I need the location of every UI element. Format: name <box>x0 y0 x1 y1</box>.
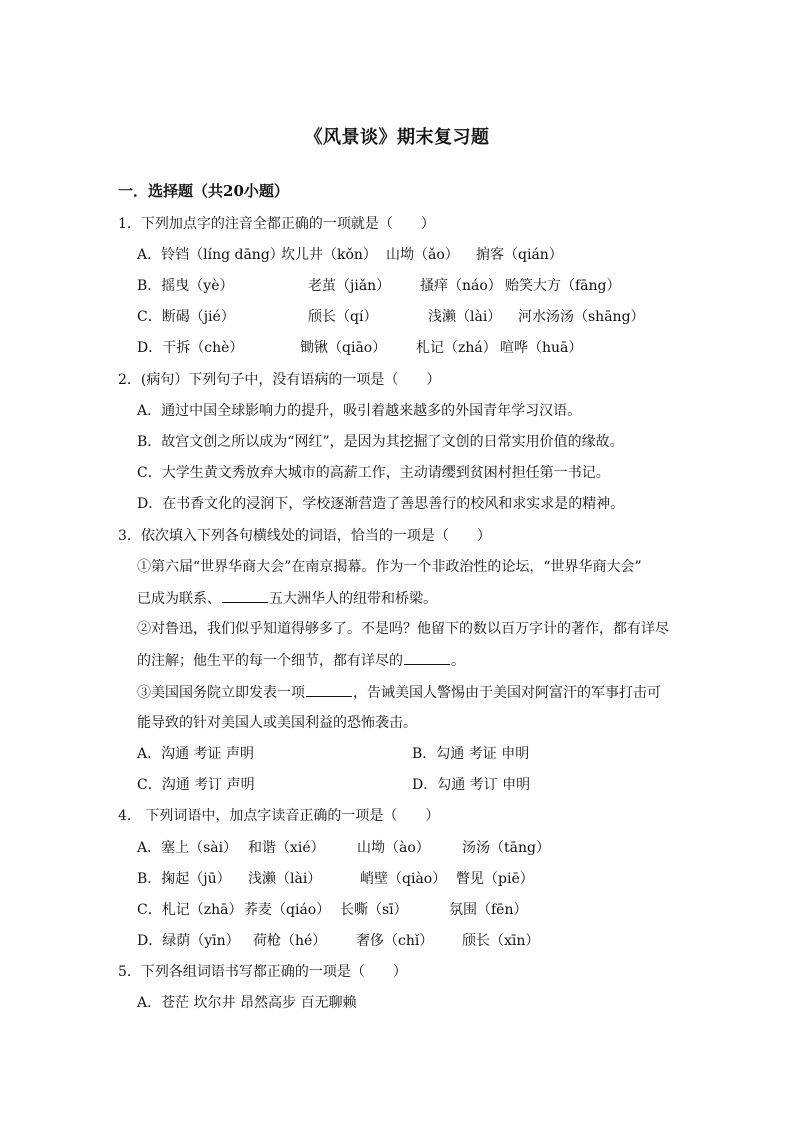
question-2-stem: 2．(病句）下列句子中，没有语病的一项是（ ） <box>118 372 441 388</box>
text-after-blank: ，告诫美国人警惕由于美国对阿富汗的军事打击可 <box>353 685 661 701</box>
question-5-stem: 5．下列各组词语书写都正确的一项是（ ） <box>118 964 407 980</box>
option-item: 荞麦（qiáo） <box>244 902 331 918</box>
question-3-option-c: C．沟通 考订 声明 <box>137 777 255 793</box>
option-item: 老茧（jiǎn） <box>308 278 391 294</box>
text-before-blank: 的注解；他生平的每一个细节，都有详尽的 <box>137 653 403 669</box>
text-before-blank: ③美国国务院立即发表一项 <box>137 685 305 701</box>
fill-blank <box>306 682 352 697</box>
option-item: 和谐（xié） <box>248 840 325 856</box>
option-item: 颀长（xīn） <box>462 933 540 949</box>
question-3-sentence-1-cont <box>137 588 437 609</box>
option-item: 氛围（fēn） <box>449 902 528 918</box>
text-after-blank: 。 <box>451 653 465 669</box>
question-1-option-d <box>0 338 794 358</box>
option-item: 浅濑（lài） <box>428 309 502 325</box>
question-3-sentence-2: ②对鲁迅，我们似乎知道得够多了。不是吗？他留下的数以百万字计的著作，都有详尽 <box>137 621 669 637</box>
option-item: 搔痒（náo） <box>420 278 502 294</box>
question-3-option-a: A．沟通 考证 声明 <box>137 746 255 762</box>
question-3-sentence-3-cont: 能导致的针对美国人或美国利益的恐怖袭击。 <box>137 715 417 731</box>
option-item: 峭壁（qiào） <box>360 871 447 887</box>
option-item: 浅濑（lài） <box>248 871 322 887</box>
question-2-option-b: B．故宫文创之所以成为“网红”，是因为其挖掘了文创的日常实用价值的缘故。 <box>137 434 624 450</box>
question-3-option-b: B．勾通 考证 申明 <box>412 746 530 762</box>
option-item: 掮客（qián） <box>476 247 563 263</box>
question-2-option-c: C．大学生黄文秀放弃大城市的高薪工作，主动请缨到贫困村担任第一书记。 <box>137 465 610 481</box>
question-1-option-a <box>0 245 794 265</box>
option-item: D．绿荫（yīn） <box>137 933 240 949</box>
fill-blank <box>222 588 268 603</box>
question-4-option-d <box>0 931 794 951</box>
option-item: 河水汤汤（shāng） <box>518 309 645 325</box>
question-1-option-c <box>0 307 794 327</box>
option-item: C．断碣（jié） <box>137 309 235 325</box>
option-item: 山坳（ǎo） <box>386 247 459 263</box>
question-4-stem: 4． 下列词语中，加点字读音正确的一项是（ ） <box>118 808 440 824</box>
option-item: 喧哗（huā） <box>500 340 583 356</box>
question-1-option-b <box>0 276 794 296</box>
question-1-stem: 1．下列加点字的注音全都正确的一项就是（ ） <box>118 216 435 232</box>
question-3-stem: 3．依次填入下列各句横线处的词语，恰当的一项是（ ） <box>118 528 491 544</box>
question-3-sentence-3 <box>137 682 661 703</box>
option-item: 荷枪（hé） <box>253 933 327 949</box>
option-item: 奢侈（chǐ） <box>356 933 434 949</box>
question-2-option-a: A．通过中国全球影响力的提升，吸引着越来越多的外国青年学习汉语。 <box>137 403 582 419</box>
option-item: 山坳（ào） <box>357 840 430 856</box>
section-heading: 一．选择题（共20小题） <box>118 182 289 200</box>
question-3-option-d: D．勾通 考订 申明 <box>412 777 531 793</box>
option-item: A．塞上（sài） <box>137 840 238 856</box>
option-item: B．摇曳（yè） <box>137 278 234 294</box>
text-before-blank: 已成为联系、 <box>137 591 221 607</box>
question-4-option-c <box>0 900 794 920</box>
option-item: 坎儿井（kǒn） <box>281 247 377 263</box>
question-5-option-a: A．苍茫 坎尔井 昂然高步 百无聊赖 <box>137 995 357 1011</box>
option-item: A．铃铛（líng dāng） <box>137 247 284 263</box>
option-item: 札记（zhá） <box>416 340 497 356</box>
option-item: 贻笑大方（fāng） <box>505 278 621 294</box>
question-3-sentence-2-cont <box>137 650 465 671</box>
option-item: D．干拆（chè） <box>137 340 244 356</box>
option-item: C．札记（zhā） <box>137 902 243 918</box>
option-item: 颀长（qí） <box>308 309 378 325</box>
fill-blank <box>404 650 450 665</box>
option-item: 长嘶（sī） <box>340 902 408 918</box>
question-4-option-a <box>0 838 794 858</box>
text-after-blank: 五大洲华人的纽带和桥梁。 <box>269 591 437 607</box>
question-3-sentence-1: ①第六届“世界华商大会”在南京揭幕。作为一个非政治性的论坛，“世界华商大会” <box>137 559 642 575</box>
page-title: 《风景谈》期末复习题 <box>304 127 490 148</box>
option-item: 汤汤（tāng） <box>462 840 550 856</box>
option-item: B．掬起（jū） <box>137 871 231 887</box>
question-2-option-d: D．在书香文化的浸润下，学校逐渐营造了善思善行的校风和求实求是的精神。 <box>137 496 625 512</box>
question-4-option-b <box>0 869 794 889</box>
option-item: 瞥见（piē） <box>456 871 534 887</box>
option-item: 锄锹（qiāo） <box>300 340 387 356</box>
